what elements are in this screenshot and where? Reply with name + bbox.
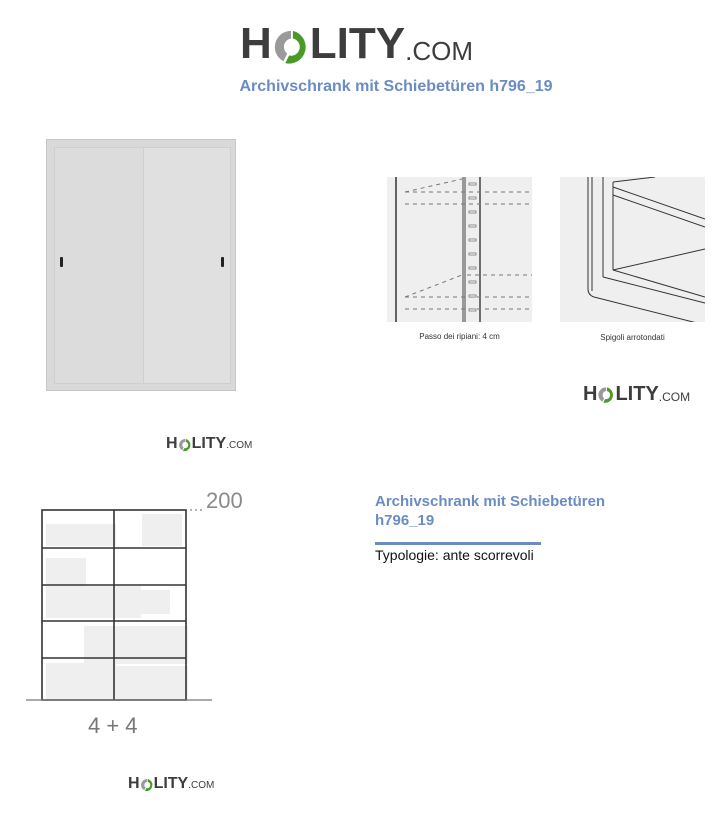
door-handle-icon (60, 257, 63, 267)
logo-tld: .COM (188, 780, 215, 791)
logo-letter-h: H (240, 19, 272, 68)
door-handle-icon (221, 257, 224, 267)
shelf-diagram (24, 488, 254, 748)
logo-text: LITY (191, 435, 227, 452)
logo-tld: .COM (226, 440, 253, 451)
logo-letter-h: H (128, 775, 140, 792)
title-divider (375, 542, 541, 545)
caption-shelf-pitch: Passo dei ripiani: 4 cm (419, 332, 500, 341)
logo-ring-icon (178, 438, 192, 452)
logo-text: LITY (309, 19, 406, 68)
logo-ring-icon (140, 778, 154, 792)
logo-text: LITY (615, 383, 659, 405)
product-title: Archivschrank mit Schiebetüren h796_19 (375, 493, 606, 529)
caption-rounded-edges: Spigoli arrotondati (600, 333, 665, 342)
sliding-door-left (54, 147, 146, 384)
holity-logo[interactable] (240, 19, 473, 68)
detail-image-shelf-pitch (387, 177, 532, 322)
page-title: Archivschrank mit Schiebetüren h796_19 (239, 78, 553, 95)
logo-tld: .COM (405, 36, 473, 66)
logo-ring-icon (597, 386, 615, 404)
logo-letter-h: H (583, 383, 598, 405)
product-typology: Typologie: ante scorrevoli (375, 547, 534, 563)
holity-watermark (128, 776, 214, 792)
combo-label: 4 + 4 (88, 713, 138, 738)
logo-ring-icon (272, 28, 310, 66)
product-image-cabinet (46, 139, 236, 391)
holity-watermark (166, 436, 252, 452)
detail-image-rounded-edges (560, 177, 705, 322)
logo-text: LITY (153, 775, 189, 792)
logo-tld: .COM (658, 390, 691, 404)
holity-watermark (583, 384, 690, 404)
height-label: 200 (206, 488, 243, 513)
sliding-door-right (143, 147, 231, 384)
logo-letter-h: H (166, 435, 178, 452)
